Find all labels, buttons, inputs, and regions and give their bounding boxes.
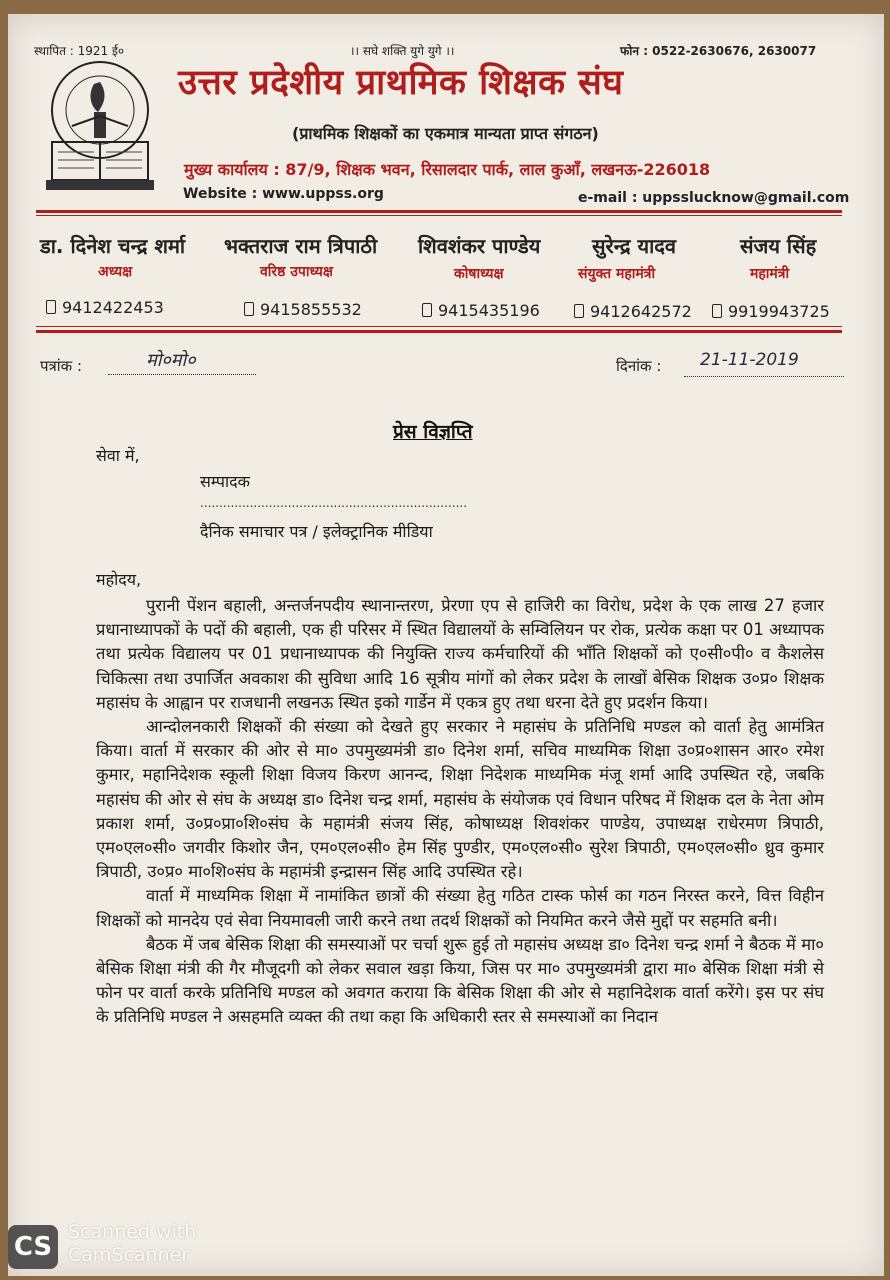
camscanner-logo-icon: CS (8, 1225, 58, 1269)
official-role-2: वरिष्ठ उपाध्यक्ष (260, 264, 333, 280)
paragraph-1: पुरानी पेंशन बहाली, अन्तर्जनपदीय स्थानान्तरण, प्रेरणा एप से हाजिरी का विरोध, प्रदेश के एक लाख 27 हजार प्रधानाध्यापकों के पदों की बहाली, एक ही परिसर में स्थित विद्यालयों के सम्विलियन पर रोक, प्रत्येक कक्षा पर 01 अध्यापक तथा प्रत्येक विद्यालय पर 01 प्रधानाध्यापक की नियुक्ति राज्य कर्मचारियों की भाँति शिक्षकों को ए०सी०पी० व कैशलेस चिकित्सा तथा उपार्जित अवकाश की सुविधा आदि 16 सूत्रीय मांगों को लेकर प्रदेश के लाखों बेसिक शिक्षक उ०प्र० शिक्षक महासंघ के आह्वान पर राजधानी लखनऊ स्थित इको गार्डेन में एकत्र हुए तथा धरना देते हुए प्रदर्शन किया। (96, 596, 824, 712)
phone-icon (574, 304, 584, 318)
phone-icon (46, 300, 56, 314)
phone-icon (422, 303, 432, 317)
official-phone-4: 9412642572 (574, 302, 692, 321)
official-role-4: संयुक्त महामंत्री (578, 266, 656, 282)
office-address: मुख्य कार्यालय : 87/9, शिक्षक भवन, रिसालदार पार्क, लाल कुआँ, लखनऊ-226018 (184, 160, 711, 179)
media-line: दैनिक समाचार पत्र / इलेक्ट्रानिक मीडिया (200, 522, 433, 541)
official-phone-2: 9415855532 (244, 300, 362, 319)
press-release-heading: प्रेस विज्ञप्ति (393, 421, 473, 443)
paragraph-2: आन्दोलनकारी शिक्षकों की संख्या को देखते हुए सरकार ने महासंघ के प्रतिनिधि मण्डल को वार्ता हेतु आमंत्रित किया। वार्ता में सरकार की ओर से मा० उपमुख्यमंत्री डा० दिनेश शर्मा, सचिव माध्यमिक शिक्षा उ०प्र०शासन आर० रमेश कुमार, महानिदेशक स्कूली शिक्षा विजय किरण आनन्द, शिक्षा निदेशक माध्यमिक मंजू शर्मा आदि उपस्थित रहे, जबकि महासंघ की ओर से संघ के अध्यक्ष डा० दिनेश चन्द्र शर्मा, महासंघ के संयोजक एवं विधान परिषद में शिक्षक दल के नेता ओम प्रकाश शर्मा, उ०प्र०प्रा०शि०संघ के महामंत्री संजय सिंह, कोषाध्यक्ष शिवशंकर पाण्डेय, उपाध्यक्ष राधेरमण त्रिपाठी, एम०एल०सी० जगवीर किशोर जैन, एम०एल०सी० हेम सिंह पुण्डीर, एम०एल०सी० सुरेश त्रिपाठी, एम०एल०सी० ध्रुव कुमार त्रिपाठी, उ०प्र० मा०शि०संघ के महामंत्री इन्द्रासन सिंह आदि उपस्थित रहे। (96, 717, 824, 882)
scanned-with-text: Scanned with (68, 1221, 197, 1243)
paragraph-3: वार्ता में माध्यमिक शिक्षा में नामांकित छात्रों की संख्या हेतु गठित टास्क फोर्स का गठन निरस्त करने, वित्त विहीन शिक्षकों को मानदेय एवं सेवा नियमावली जारी करने तथा तदर्थ शिक्षकों को नियमित करने जैसे मुद्दों पर सहमति बनी। (96, 886, 824, 930)
to-line: सेवा में, (96, 446, 140, 465)
official-name-5: संजय सिंह (740, 234, 817, 258)
motto-text: ।। सघे शक्ति युगे युगे ।। (350, 44, 455, 58)
editor-line: सम्पादक (200, 472, 250, 491)
paragraph-4: बैठक में जब बेसिक शिक्षा की समस्याओं पर चर्चा शुरू हुई तो महासंघ अध्यक्ष डा० दिनेश चन्द्र शर्मा ने बैठक में मा० बेसिक शिक्षा मंत्री की गैर मौजूदगी को लेकर सवाल खड़ा किया, जिस पर मा० उपमुख्यमंत्री द्वारा मा० बेसिक शिक्षा मंत्री से फोन पर वार्ता करके प्रतिनिधि मण्डल को अवगत कराया कि बेसिक शिक्षा की ओर से महानिदेशक वार्ता करेंगे। इस पर संघ के प्रतिनिधि मण्डल ने असहमति व्यक्त की तथा कहा कि अधिकारी स्तर से समस्याओं का निदान (96, 934, 824, 1027)
camscanner-text: CamScanner (68, 1244, 190, 1266)
phone-icon (712, 304, 722, 318)
official-role-1: अध्यक्ष (98, 264, 133, 280)
officials-divider (36, 330, 842, 333)
established-text: स्थापित : 1921 ई० (34, 44, 125, 58)
phone-text: फोन : 0522-2630676, 2630077 (620, 44, 817, 58)
date-label: दिनांक : (616, 357, 662, 375)
dots-line: ...................................................................... (200, 496, 468, 510)
union-title: उत्तर प्रदेशीय प्राथमिक शिक्षक संघ (178, 63, 624, 103)
header-divider-top-thin (36, 215, 842, 216)
email-text: e-mail : uppsslucknow@gmail.com (578, 190, 850, 206)
camscanner-watermark (0, 1215, 240, 1275)
officials-divider-thin (36, 326, 842, 327)
official-name-1: डा. दिनेश चन्द्र शर्मा (40, 234, 186, 258)
header-divider-top (36, 210, 842, 213)
official-role-5: महामंत्री (750, 266, 790, 282)
official-role-3: कोषाध्यक्ष (454, 266, 504, 282)
date-value: 21-11-2019 (700, 350, 799, 370)
union-logo (38, 54, 162, 202)
letter-body (96, 594, 824, 1030)
official-phone-5: 9919943725 (712, 302, 830, 321)
union-subtitle: (प्राथमिक शिक्षकों का एकमात्र मान्यता प्राप्त संगठन) (292, 124, 599, 143)
salutation: महोदय, (96, 570, 142, 589)
official-name-3: शिवशंकर पाण्डेय (418, 234, 541, 258)
official-name-4: सुरेन्द्र यादव (592, 234, 676, 258)
official-phone-1: 9412422453 (46, 298, 164, 317)
official-phone-3: 9415435196 (422, 301, 540, 320)
official-name-2: भक्तराज राम त्रिपाठी (224, 234, 378, 258)
website-text: Website : www.uppss.org (183, 186, 384, 202)
ref-number: मो०मो० (146, 350, 196, 371)
phone-icon (244, 302, 254, 316)
ref-label: पत्रांक : (40, 357, 83, 375)
